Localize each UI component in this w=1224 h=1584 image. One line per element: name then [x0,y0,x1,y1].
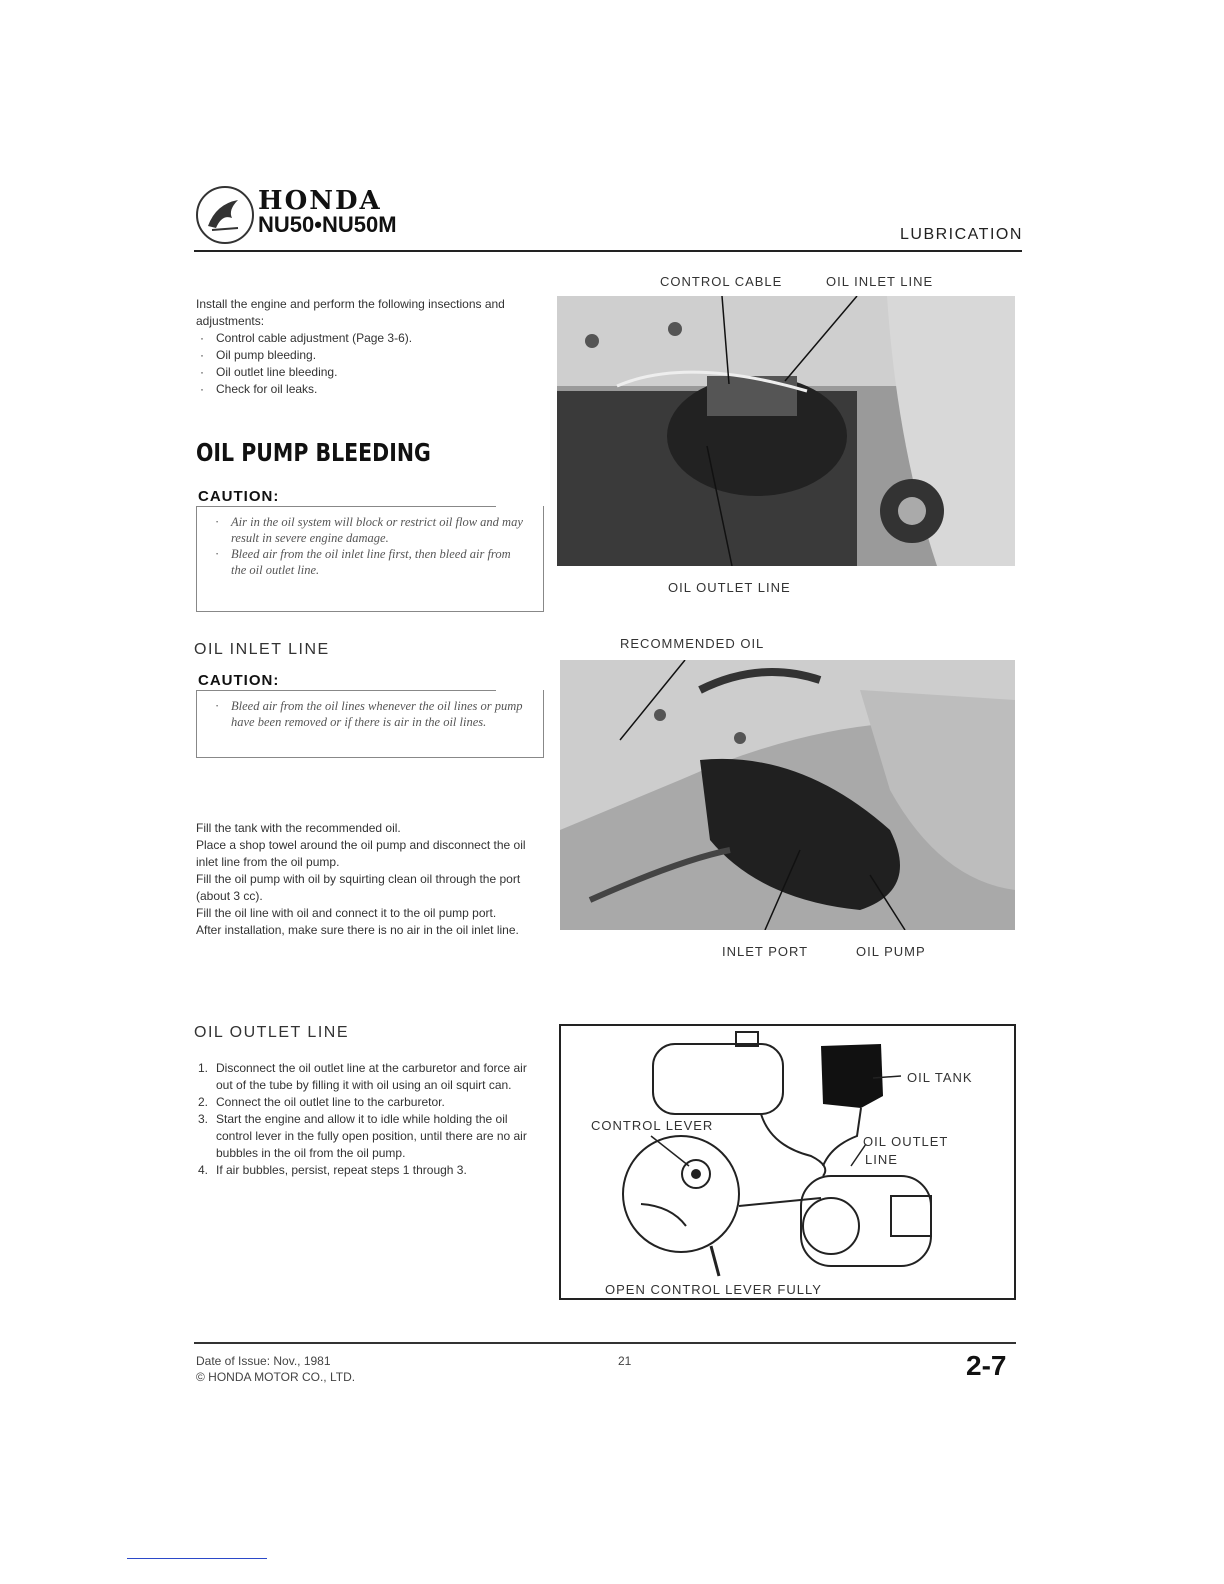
page-number: 21 [618,1354,632,1368]
oil-outlet-line-heading: OIL OUTLET LINE [194,1024,349,1041]
list-item: · Oil outlet line bleeding. [196,364,546,381]
paragraph: Place a shop towel around the oil pump and disconnect the oil inlet line from the oil pump. [196,838,526,869]
oil-pump-photo-illustration [560,660,1015,930]
caution-box [196,506,544,612]
copyright: © HONDA MOTOR CO., LTD. [196,1370,356,1384]
issue-date: Date of Issue: Nov., 1981 [196,1354,331,1368]
model-name: NU50•NU50M [258,212,397,237]
label-open-control-lever: OPEN CONTROL LEVER FULLY [605,1282,822,1297]
intro-text: Install the engine and perform the following insections and adjustments: [196,297,505,328]
oil-system-diagram [559,1024,1016,1300]
wing-icon [198,188,252,242]
list-item: · Check for oil leaks. [196,381,546,398]
label-oil-tank: OIL TANK [907,1070,973,1085]
section-title: LUBRICATION [900,226,1023,243]
list-item: · Oil pump bleeding. [196,347,546,364]
step-item: 3. Start the engine and allow it to idle while holding the oil control lever in the fully open position, until there are no air bubbles in the oil from the oil pump. [198,1112,527,1160]
oil-pump-bleeding-heading: OIL PUMP BLEEDING [196,438,431,467]
list-item: · Control cable adjustment (Page 3-6). [196,330,546,347]
step-item: 4. If air bubbles, persist, repeat steps 1 through 3. [198,1163,467,1177]
label-oil-inlet-line: OIL INLET LINE [826,274,934,289]
paragraph: Fill the tank with the recommended oil. [196,821,401,835]
paragraph: After installation, make sure there is no air in the oil inlet line. [196,923,519,937]
intro-list [196,330,546,398]
intro-block [196,296,546,398]
caution-item: · Bleed air from the oil lines whenever the oil lines or pump have been removed or if there is air in the oil lines. [211,698,525,730]
step-item: 1. Disconnect the oil outlet line at the carburetor and force air out of the tube by filling it with oil using an oil squirt can. [198,1061,527,1092]
paragraph: Fill the oil pump with oil by squirting clean oil through the port (about 3 cc). [196,872,521,903]
label-recommended-oil: RECOMMENDED OIL [620,636,765,651]
label-oil-outlet: OIL OUTLET [863,1134,949,1149]
outlet-steps [196,1060,544,1179]
honda-wing-logo [196,186,254,244]
bottom-link-underline [127,1558,267,1559]
oil-system-line-drawing [561,1026,1014,1298]
label-line: LINE [865,1152,898,1167]
inlet-instructions [196,820,544,939]
engine-photo-top [557,296,1015,566]
caution-label: CAUTION: [198,672,280,689]
brand-name: HONDA [258,186,382,216]
paragraph: Fill the oil line with oil and connect it to the oil pump port. [196,906,497,920]
label-oil-pump: OIL PUMP [856,944,926,959]
section-page-code: 2-7 [966,1350,1007,1381]
label-oil-outlet-line: OIL OUTLET LINE [668,580,791,595]
label-inlet-port: INLET PORT [722,944,809,959]
engine-photo-illustration [557,296,1015,566]
caution-label: CAUTION: [198,488,280,505]
caution-item: · Air in the oil system will block or restrict oil flow and may result in severe engine damage. [211,514,525,546]
step-item: 2. Connect the oil outlet line to the carburetor. [198,1095,445,1109]
caution-box [196,690,544,758]
caution-item: · Bleed air from the oil inlet line first, then bleed air from the oil outlet line. [211,546,525,578]
engine-photo-middle [560,660,1015,930]
label-control-cable: CONTROL CABLE [660,274,783,289]
oil-inlet-line-heading: OIL INLET LINE [194,641,330,658]
label-control-lever: CONTROL LEVER [591,1118,714,1133]
footer-divider [194,1342,1016,1344]
header-divider [194,250,1022,252]
